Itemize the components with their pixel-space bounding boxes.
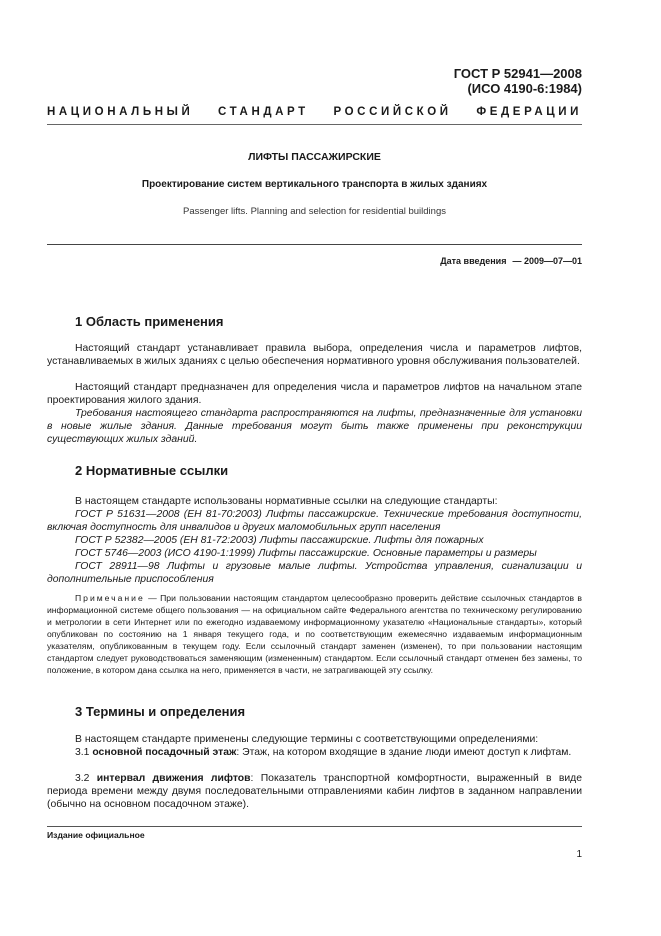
section-2-intro: В настоящем стандарте использованы нормативные ссылки на следующие стандарты: [75,496,498,507]
section-2-heading: 2 Нормативные ссылки [75,463,229,478]
banner-word: НАЦИОНАЛЬНЫЙ [47,106,194,118]
term-name: основной посадочный этаж [92,747,237,758]
term-name: интервал движения лифтов [96,773,251,784]
document-subtitle: Проектирование систем вертикального транспорта в жилых зданиях [141,179,488,190]
term-text: : Показатель транспортной комфортности, выраженный в виде периода времени между двумя последовательными отправлениями кабин лифтов в заданном направлении (обычно на основном посадочном этаже). [47,773,582,810]
term-text: : Этаж, на котором входящие в здание люди имеют доступ к лифтам. [236,747,572,758]
introduction-date [440,256,582,266]
document-title: ЛИФТЫ ПАССАЖИРСКИЕ [248,151,381,163]
footer-divider [47,826,582,827]
intro-date-label: Дата введения [440,256,507,266]
banner-word: РОССИЙСКОЙ [333,106,452,118]
standard-number: ГОСТ Р 52941—2008 [453,66,582,81]
reference-item: ГОСТ Р 51631—2008 (ЕН 81-70:2003) Лифты пассажирские. Технические требования доступности, включая доступность для инвалидов и других маломобильных групп населения [47,509,582,533]
section-1-paragraph: Настоящий стандарт устанавливает правила выбора, определения числа и параметров лифтов, устанавливаемых в жилых зданиях с целью обеспечения нормативного уровня обслуживания пользователей. [47,343,582,367]
section-1-paragraph-italic: Требования настоящего стандарта распространяются на лифты, предназначенные для установки в новые жилые здания. Данные требования могут быть также применены при реконструкции существующих жилых зданий. [47,408,582,445]
section-3-heading: 3 Термины и определения [75,704,246,719]
section-3-intro: В настоящем стандарте применены следующие термины с соответствующими определениями: [75,734,539,745]
term-number: 3.2 [75,773,90,784]
english-title: Passenger lifts. Planning and selection for residential buildings [183,206,446,217]
banner-word: ФЕДЕРАЦИИ [476,106,582,118]
note-label: Примечание [75,593,145,603]
iso-number: (ИСО 4190-6:1984) [467,81,582,96]
term-definition [47,772,582,811]
note-text: — При пользовании настоящим стандартом целесообразно проверить действие ссылочных стандартов в информационной системе общего пользования — на официальном сайте Федерального агентства по техническому регулированию и метрологии в сети Интернет или по ежегодно издаваемому информационному указателю «Национальные стандарты», который опубликован по состоянию на 1 января текущего года, и по соответствующим ежемесячно издаваемым информационным указателям, опубликованным в текущем году. Если ссылочный стандарт заменен (изменен), то при пользовании настоящим стандартом следует руководствоваться заменяющим (измененным) стандартом. Если ссылочный стандарт отменен без замены, то положение, в котором дана ссылка на него, применяется в части, не затрагивающей эту ссылку. [47,593,583,675]
reference-item: ГОСТ 5746—2003 (ИСО 4190-1:1999) Лифты пассажирские. Основные параметры и размеры [75,548,537,559]
reference-item: ГОСТ 28911—98 Лифты и грузовые малые лифты. Устройства управления, сигнализации и дополнительные приспособления [47,561,582,585]
banner-word: СТАНДАРТ [218,106,309,118]
section-1-paragraph: Настоящий стандарт предназначен для определения числа и параметров лифтов на начальном этапе проектирования жилого здания. [47,382,582,406]
term-number: 3.1 [75,747,90,758]
national-standard-banner [47,106,582,118]
reference-note [47,592,582,676]
title-divider [47,244,582,245]
header-divider [47,124,582,125]
term-definition [47,746,582,759]
standard-number-block [454,66,582,96]
page-number: 1 [576,849,582,860]
official-edition-label: Издание официальное [47,830,145,840]
intro-date-value: — 2009—07—01 [512,256,582,266]
reference-item: ГОСТ Р 52382—2005 (ЕН 81-72:2003) Лифты пассажирские. Лифты для пожарных [75,535,484,546]
section-1-heading: 1 Область применения [75,314,224,329]
